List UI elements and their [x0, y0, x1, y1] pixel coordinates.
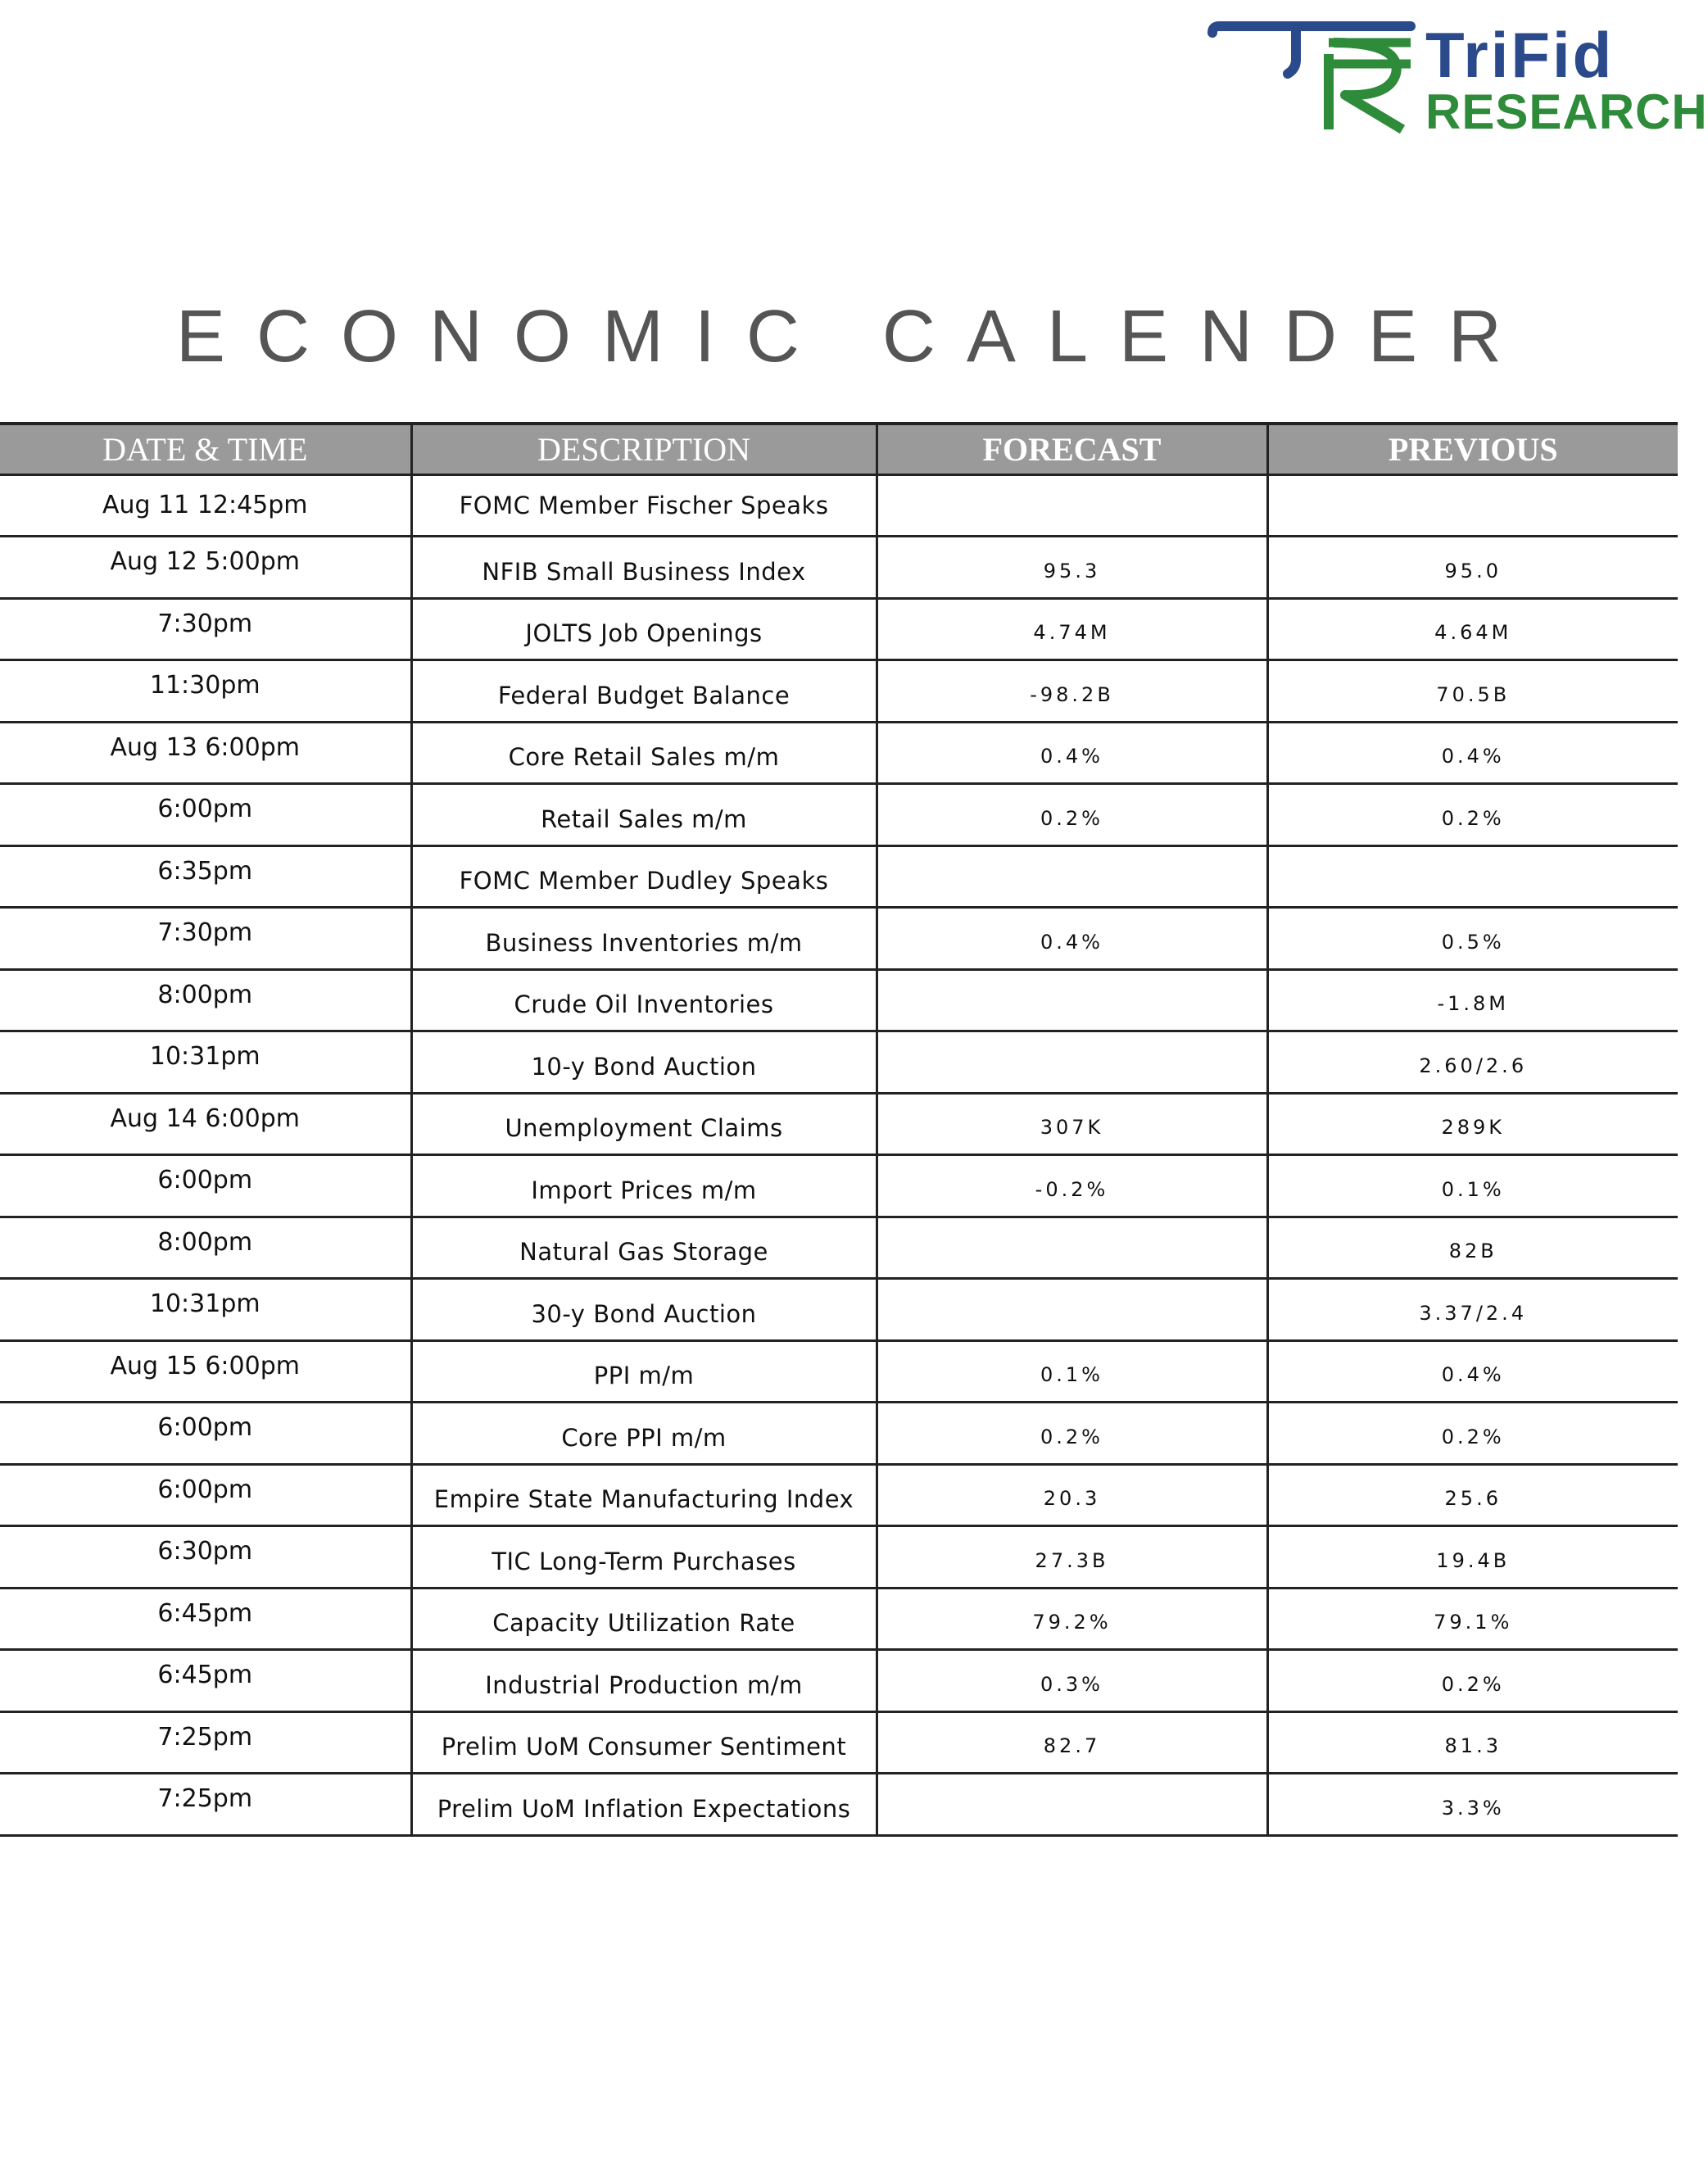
table-row [0, 1711, 1678, 1774]
previous-cell: 81.3 [1267, 1711, 1678, 1774]
description-cell: 10-y Bond Auction [411, 1031, 877, 1094]
date-cell: 8:00pm [0, 1217, 411, 1279]
forecast-cell [877, 1217, 1267, 1279]
forecast-cell: 82.7 [877, 1711, 1267, 1774]
date-cell: 7:25pm [0, 1774, 411, 1836]
date-cell: 6:00pm [0, 1464, 411, 1526]
previous-cell: 2.60/2.6 [1267, 1031, 1678, 1094]
trifid-logo [1206, 15, 1708, 139]
description-cell: Prelim UoM Inflation Expectations [411, 1774, 877, 1836]
page-title: ECONOMIC CALENDER [175, 296, 1534, 378]
date-cell: 6:00pm [0, 784, 411, 846]
forecast-cell: 27.3B [877, 1526, 1267, 1589]
previous-cell: 19.4B [1267, 1526, 1678, 1589]
table-header-row [0, 424, 1678, 474]
forecast-cell: 0.2% [877, 784, 1267, 846]
date-cell: Aug 14 6:00pm [0, 1093, 411, 1155]
forecast-cell: -0.2% [877, 1155, 1267, 1217]
description-cell: Natural Gas Storage [411, 1217, 877, 1279]
economic-calendar-table [0, 422, 1678, 1837]
description-cell: PPI m/m [411, 1340, 877, 1403]
logo-brand-name: TriFid [1425, 19, 1615, 91]
date-cell: 6:45pm [0, 1650, 411, 1712]
table-row [0, 1155, 1678, 1217]
previous-cell: 95.0 [1267, 537, 1678, 599]
date-cell: 10:31pm [0, 1031, 411, 1094]
previous-cell: 3.3% [1267, 1774, 1678, 1836]
previous-cell: 0.5% [1267, 908, 1678, 970]
description-cell: Industrial Production m/m [411, 1650, 877, 1712]
date-cell: 6:35pm [0, 845, 411, 908]
description-cell: Empire State Manufacturing Index [411, 1464, 877, 1526]
forecast-cell [877, 1031, 1267, 1094]
previous-cell: 0.2% [1267, 1650, 1678, 1712]
table-row [0, 598, 1678, 660]
description-cell: Unemployment Claims [411, 1093, 877, 1155]
table-row [0, 1279, 1678, 1341]
description-cell: FOMC Member Fischer Speaks [411, 474, 877, 537]
description-cell: Capacity Utilization Rate [411, 1588, 877, 1650]
table-row [0, 784, 1678, 846]
forecast-cell: 0.4% [877, 722, 1267, 784]
forecast-cell: 0.4% [877, 908, 1267, 970]
header-previous: PREVIOUS [1267, 424, 1678, 474]
table-row [0, 1031, 1678, 1094]
logo-subtitle: RESEARCH [1425, 84, 1708, 139]
date-cell: Aug 13 6:00pm [0, 722, 411, 784]
description-cell: NFIB Small Business Index [411, 537, 877, 599]
previous-cell [1267, 845, 1678, 908]
forecast-cell: 4.74M [877, 598, 1267, 660]
forecast-cell: 307K [877, 1093, 1267, 1155]
description-cell: Business Inventories m/m [411, 908, 877, 970]
previous-cell: 79.1% [1267, 1588, 1678, 1650]
table-row [0, 1217, 1678, 1279]
date-cell: 11:30pm [0, 660, 411, 723]
previous-cell: 25.6 [1267, 1464, 1678, 1526]
table-row [0, 1650, 1678, 1712]
previous-cell: 289K [1267, 1093, 1678, 1155]
previous-cell: 3.37/2.4 [1267, 1279, 1678, 1341]
table-row [0, 845, 1678, 908]
table-row [0, 1526, 1678, 1589]
forecast-cell: 0.3% [877, 1650, 1267, 1712]
description-cell: Prelim UoM Consumer Sentiment [411, 1711, 877, 1774]
table-row [0, 722, 1678, 784]
forecast-cell: 79.2% [877, 1588, 1267, 1650]
table-row [0, 1403, 1678, 1465]
header-description: DESCRIPTION [411, 424, 877, 474]
table-row [0, 537, 1678, 599]
table-body [0, 474, 1678, 1835]
forecast-cell: 20.3 [877, 1464, 1267, 1526]
forecast-cell [877, 845, 1267, 908]
previous-cell: 0.4% [1267, 722, 1678, 784]
description-cell: 30-y Bond Auction [411, 1279, 877, 1341]
previous-cell: 0.1% [1267, 1155, 1678, 1217]
date-cell: 8:00pm [0, 969, 411, 1031]
previous-cell: 4.64M [1267, 598, 1678, 660]
date-cell: Aug 15 6:00pm [0, 1340, 411, 1403]
date-cell: 10:31pm [0, 1279, 411, 1341]
description-cell: Federal Budget Balance [411, 660, 877, 723]
previous-cell: -1.8M [1267, 969, 1678, 1031]
date-cell: 6:00pm [0, 1403, 411, 1465]
description-cell: TIC Long-Term Purchases [411, 1526, 877, 1589]
previous-cell: 0.2% [1267, 1403, 1678, 1465]
table-row [0, 1464, 1678, 1526]
previous-cell: 82B [1267, 1217, 1678, 1279]
description-cell: Core Retail Sales m/m [411, 722, 877, 784]
forecast-cell: 0.2% [877, 1403, 1267, 1465]
rupee-logo-icon [1206, 15, 1427, 138]
date-cell: Aug 11 12:45pm [0, 474, 411, 537]
table-row [0, 1093, 1678, 1155]
header-date-time: DATE & TIME [0, 424, 411, 474]
date-cell: Aug 12 5:00pm [0, 537, 411, 599]
date-cell: 6:30pm [0, 1526, 411, 1589]
description-cell: JOLTS Job Openings [411, 598, 877, 660]
table-row [0, 969, 1678, 1031]
forecast-cell: 0.1% [877, 1340, 1267, 1403]
forecast-cell: -98.2B [877, 660, 1267, 723]
previous-cell: 70.5B [1267, 660, 1678, 723]
date-cell: 6:00pm [0, 1155, 411, 1217]
description-cell: FOMC Member Dudley Speaks [411, 845, 877, 908]
date-cell: 6:45pm [0, 1588, 411, 1650]
table-row [0, 474, 1678, 537]
forecast-cell: 95.3 [877, 537, 1267, 599]
date-cell: 7:30pm [0, 598, 411, 660]
forecast-cell [877, 1774, 1267, 1836]
forecast-cell [877, 969, 1267, 1031]
table-row [0, 908, 1678, 970]
table-row [0, 660, 1678, 723]
description-cell: Import Prices m/m [411, 1155, 877, 1217]
description-cell: Core PPI m/m [411, 1403, 877, 1465]
table-row [0, 1340, 1678, 1403]
date-cell: 7:25pm [0, 1711, 411, 1774]
previous-cell [1267, 474, 1678, 537]
description-cell: Retail Sales m/m [411, 784, 877, 846]
previous-cell: 0.4% [1267, 1340, 1678, 1403]
forecast-cell [877, 1279, 1267, 1341]
previous-cell: 0.2% [1267, 784, 1678, 846]
header-forecast: FORECAST [877, 424, 1267, 474]
table-row [0, 1774, 1678, 1836]
forecast-cell [877, 474, 1267, 537]
date-cell: 7:30pm [0, 908, 411, 970]
description-cell: Crude Oil Inventories [411, 969, 877, 1031]
table-row [0, 1588, 1678, 1650]
